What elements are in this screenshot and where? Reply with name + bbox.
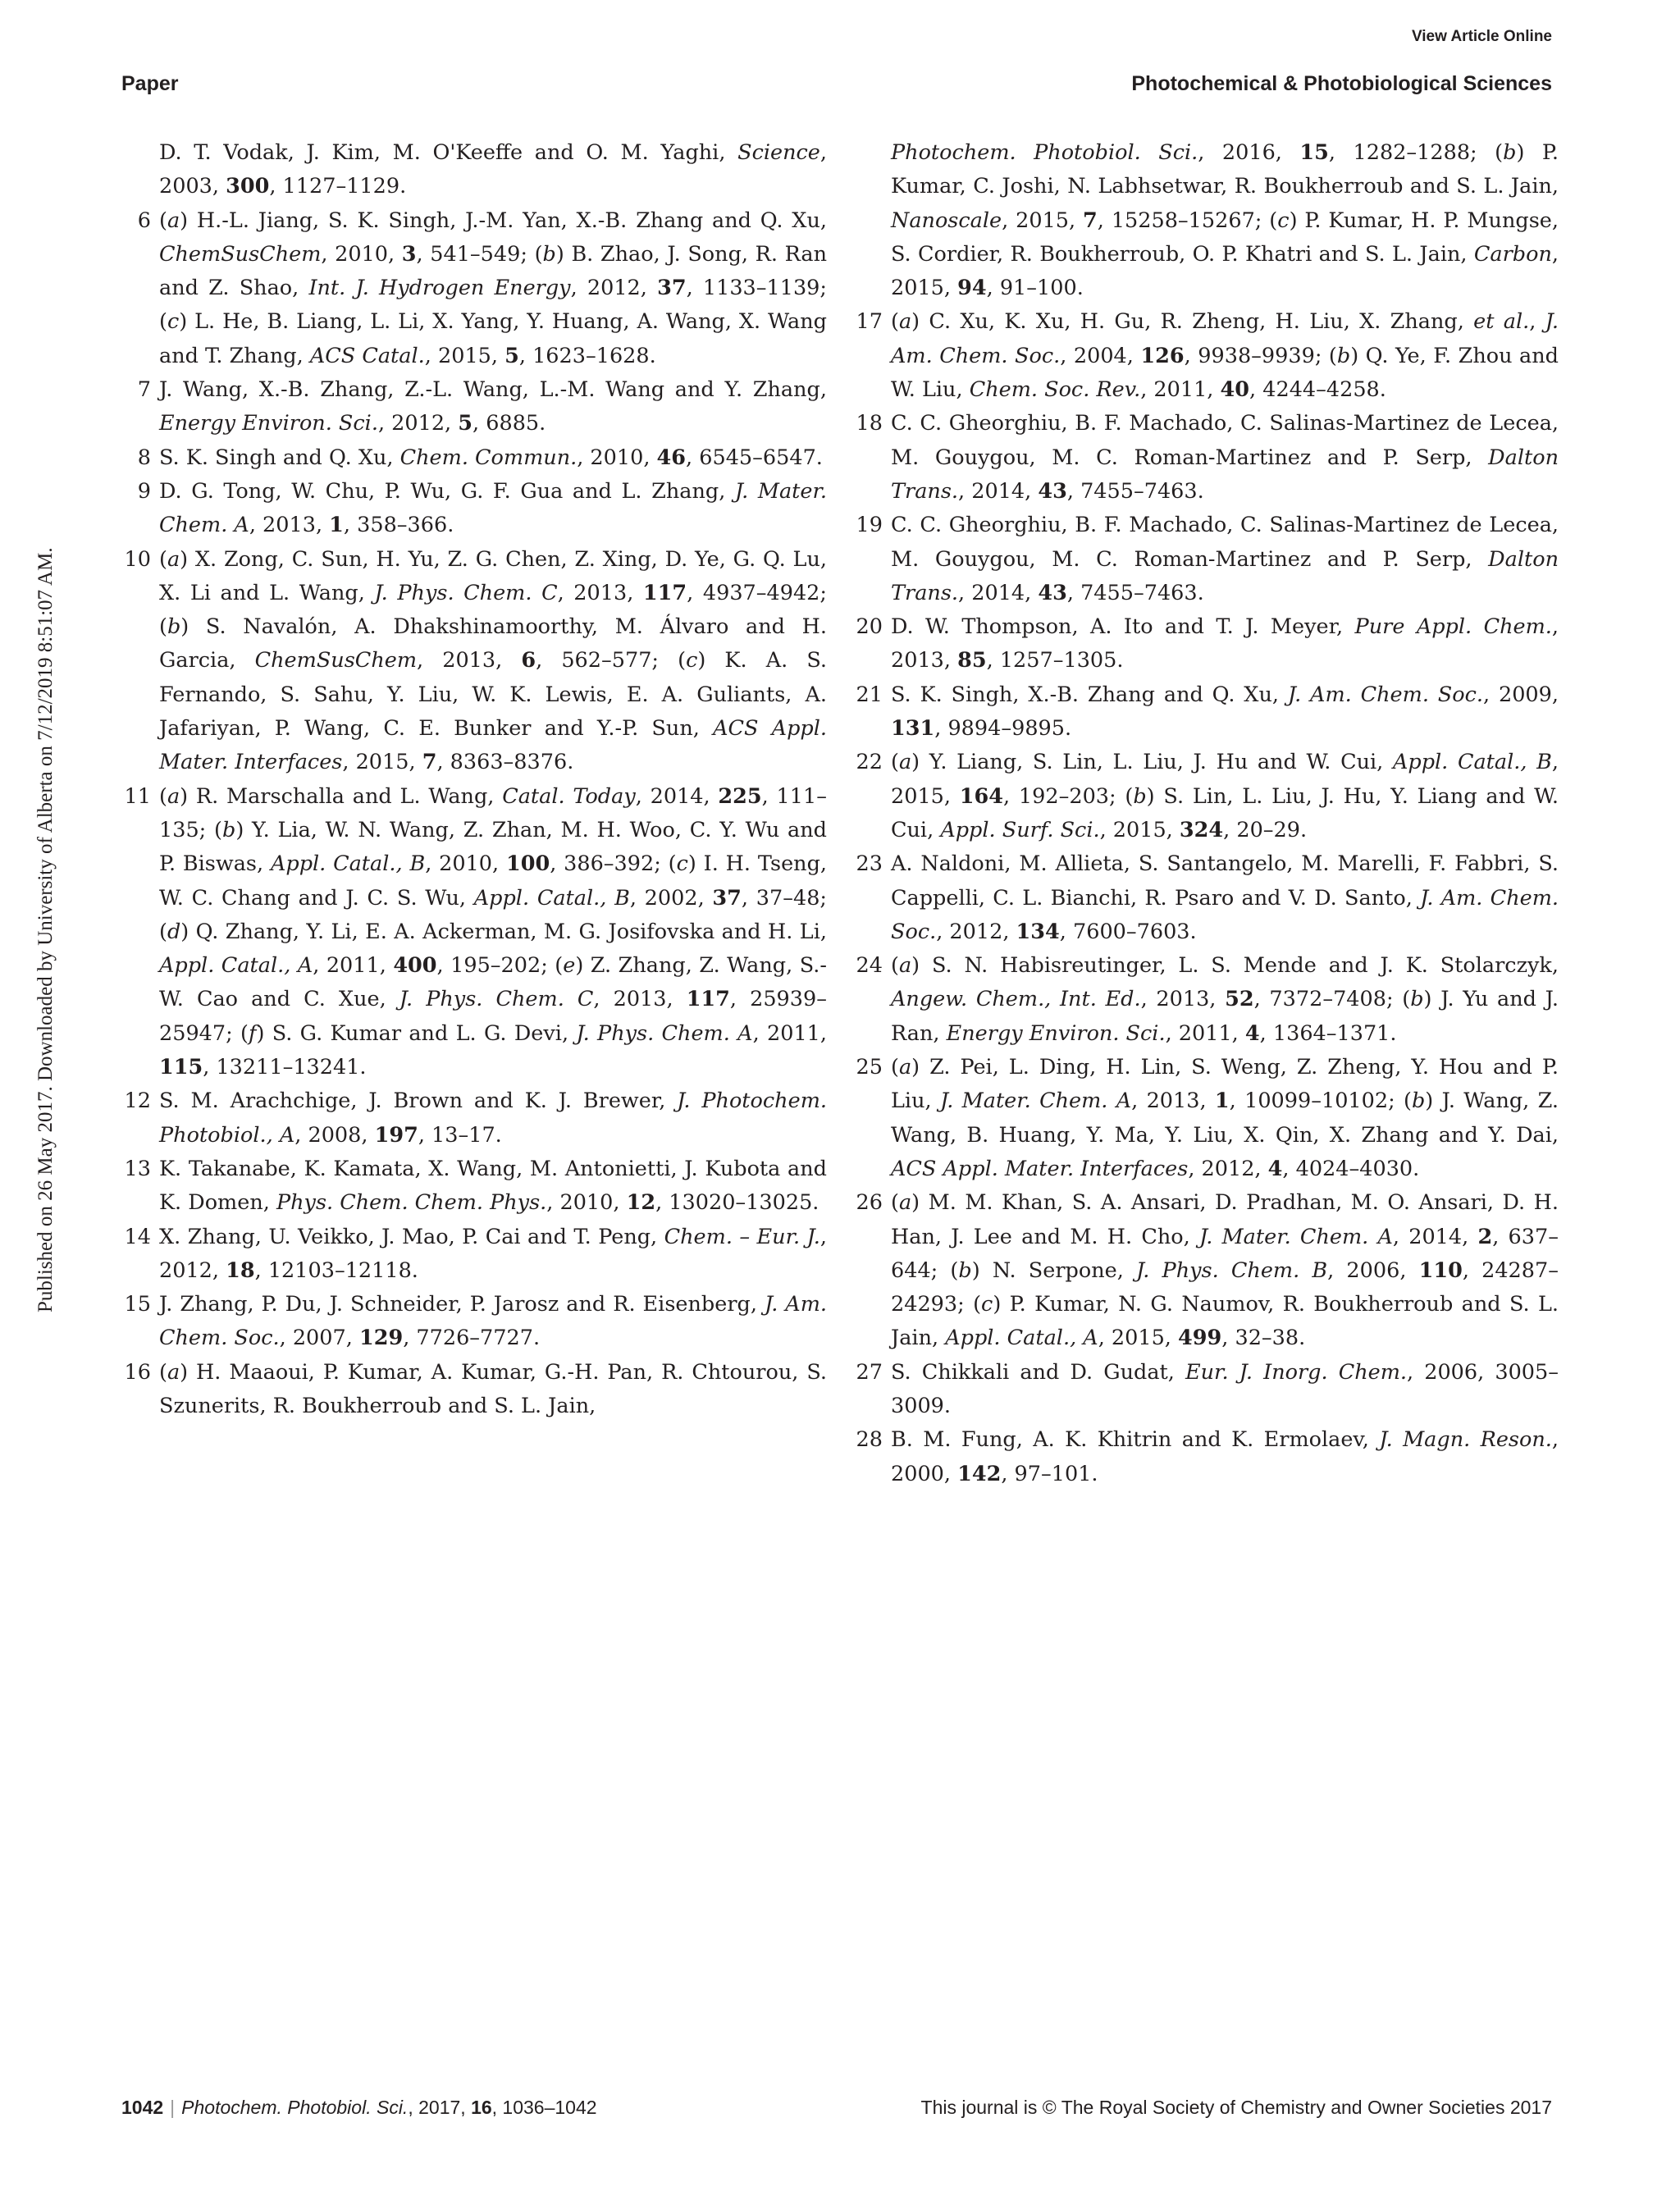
reference-number: 18 bbox=[856, 411, 883, 436]
reference-text: C. C. Gheorghiu, B. F. Machado, C. Salinas-Martinez de Lecea, M. Gouygou, M. C. Roman-Martinez and P. Serp, Dalton Trans., 2014, 43, 7455–7463. bbox=[891, 411, 1559, 504]
reference-text: S. K. Singh, X.-B. Zhang and Q. Xu, J. Am. Chem. Soc., 2009, 131, 9894–9895. bbox=[891, 682, 1559, 742]
reference-text: (a) S. N. Habisreutinger, L. S. Mende and J. K. Stolarczyk, Angew. Chem., Int. Ed., 2013, 52, 7372–7408; (b) J. Yu and J. Ran, Energy Environ. Sci., 2011, 4, 1364–1371. bbox=[891, 953, 1559, 1046]
reference-text: (a) Y. Liang, S. Lin, L. Liu, J. Hu and W. Cui, Appl. Catal., B, 2015, 164, 192–203; (b) S. Lin, L. Liu, J. Hu, Y. Liang and W. Cui, Appl. Surf. Sci., 2015, 324, 20–29. bbox=[891, 750, 1559, 842]
reference-text: S. M. Arachchige, J. Brown and K. J. Brewer, J. Photochem. Photobiol., A, 2008, 197, 13–17. bbox=[159, 1089, 827, 1148]
reference-number: 27 bbox=[856, 1359, 883, 1385]
reference-number: 24 bbox=[856, 953, 883, 979]
reference-entry bbox=[853, 1423, 1559, 1491]
reference-number: 14 bbox=[124, 1224, 151, 1249]
references-right-column bbox=[853, 136, 1559, 1491]
publication-side-note: Published on 26 May 2017. Downloaded by University of Alberta on 7/12/2019 8:51:07 AM. bbox=[34, 547, 57, 1312]
page-number: 1042 bbox=[121, 2097, 164, 2118]
reference-entry bbox=[853, 949, 1559, 1051]
reference-number: 16 bbox=[124, 1359, 151, 1385]
reference-entry bbox=[121, 1152, 827, 1221]
reference-entry bbox=[853, 407, 1559, 509]
reference-text: X. Zhang, U. Veikko, J. Mao, P. Cai and T. Peng, Chem. – Eur. J., 2012, 18, 12103–12118. bbox=[159, 1224, 827, 1283]
reference-text: S. Chikkali and D. Gudat, Eur. J. Inorg. Chem., 2006, 3005–3009. bbox=[891, 1359, 1559, 1418]
reference-text: B. M. Fung, A. K. Khitrin and K. Ermolaev, J. Magn. Reson., 2000, 142, 97–101. bbox=[891, 1427, 1559, 1486]
reference-entry bbox=[853, 136, 1559, 305]
reference-text: C. C. Gheorghiu, B. F. Machado, C. Salinas-Martinez de Lecea, M. Gouygou, M. C. Roman-Martinez and P. Serp, Dalton Trans., 2014, 43, 7455–7463. bbox=[891, 513, 1559, 605]
reference-number: 9 bbox=[137, 478, 151, 504]
footer-citation bbox=[121, 2097, 597, 2119]
footer-separator: | bbox=[170, 2097, 176, 2118]
reference-text: D. T. Vodak, J. Kim, M. O'Keeffe and O. M. Yaghi, Science, 2003, 300, 1127–1129. bbox=[159, 140, 827, 199]
reference-text: D. G. Tong, W. Chu, P. Wu, G. F. Gua and L. Zhang, J. Mater. Chem. A, 2013, 1, 358–366. bbox=[159, 478, 827, 538]
reference-text: (a) C. Xu, K. Xu, H. Gu, R. Zheng, H. Liu, X. Zhang, et al., J. Am. Chem. Soc., 2004, 126, 9938–9939; (b) Q. Ye, F. Zhou and W. Liu, Chem. Soc. Rev., 2011, 40, 4244–4258. bbox=[891, 309, 1559, 403]
reference-entry bbox=[853, 1356, 1559, 1424]
reference-number: 25 bbox=[856, 1055, 883, 1080]
reference-number: 15 bbox=[124, 1292, 151, 1317]
reference-entry bbox=[853, 305, 1559, 407]
reference-entry bbox=[121, 543, 827, 780]
references-left-column bbox=[121, 136, 827, 1423]
reference-entry bbox=[121, 136, 827, 204]
reference-number: 7 bbox=[137, 377, 151, 403]
reference-text: D. W. Thompson, A. Ito and T. J. Meyer, Pure Appl. Chem., 2013, 85, 1257–1305. bbox=[891, 614, 1559, 673]
reference-entry bbox=[121, 1084, 827, 1152]
reference-text: (a) M. M. Khan, S. A. Ansari, D. Pradhan, M. O. Ansari, D. H. Han, J. Lee and M. H. Cho, J. Mater. Chem. A, 2014, 2, 637–644; (b) N. Serpone, J. Phys. Chem. B, 2006, 110, 24287–24293; (c) P. Kumar, N. G. Naumov, R. Boukherroub and S. L. Jain, Appl. Catal., A, 2015, 499, 32–38. bbox=[891, 1190, 1559, 1351]
reference-number: 26 bbox=[856, 1190, 883, 1216]
reference-entry bbox=[121, 1288, 827, 1356]
reference-number: 22 bbox=[856, 750, 883, 775]
reference-entry bbox=[121, 1221, 827, 1289]
reference-entry bbox=[853, 847, 1559, 949]
reference-text: J. Wang, X.-B. Zhang, Z.-L. Wang, L.-M. Wang and Y. Zhang, Energy Environ. Sci., 2012, 5, 6885. bbox=[159, 377, 827, 436]
view-article-online-link[interactable]: View Article Online bbox=[1411, 28, 1552, 45]
section-label: Paper bbox=[121, 72, 179, 95]
reference-entry bbox=[853, 1051, 1559, 1186]
reference-number: 13 bbox=[124, 1156, 151, 1181]
reference-number: 11 bbox=[124, 783, 151, 809]
footer-journal-abbrev: Photochem. Photobiol. Sci. bbox=[181, 2097, 409, 2118]
reference-text: (a) X. Zong, C. Sun, H. Yu, Z. G. Chen, Z. Xing, D. Ye, G. Q. Lu, X. Li and L. Wang, J. Phys. Chem. C, 2013, 117, 4937–4942; (b) S. Navalón, A. Dhakshinamoorthy, M. Álvaro and H. Garcia, ChemSusChem, 2013, 6, 562–577; (c) K. A. S. Fernando, S. Sahu, Y. Liu, W. K. Lewis, E. A. Guliants, A. Jafariyan, P. Wang, C. E. Bunker and Y.-P. Sun, ACS Appl. Mater. Interfaces, 2015, 7, 8363–8376. bbox=[159, 546, 828, 775]
reference-text: (a) H. Maaoui, P. Kumar, A. Kumar, G.-H. Pan, R. Chtourou, S. Szunerits, R. Boukherroub and S. L. Jain, bbox=[159, 1359, 827, 1418]
reference-text: A. Naldoni, M. Allieta, S. Santangelo, M. Marelli, F. Fabbri, S. Cappelli, C. L. Bianchi, R. Psaro and V. D. Santo, J. Am. Chem. Soc., 2012, 134, 7600–7603. bbox=[891, 851, 1559, 944]
reference-entry bbox=[121, 475, 827, 543]
reference-entry bbox=[121, 441, 827, 475]
reference-number: 17 bbox=[856, 309, 883, 335]
reference-number: 10 bbox=[124, 546, 151, 572]
reference-number: 28 bbox=[856, 1427, 883, 1453]
journal-name: Photochemical & Photobiological Sciences bbox=[1131, 72, 1552, 95]
reference-entry bbox=[121, 1356, 827, 1424]
reference-text: K. Takanabe, K. Kamata, X. Wang, M. Antonietti, J. Kubota and K. Domen, Phys. Chem. Chem. Phys., 2010, 12, 13020–13025. bbox=[159, 1156, 827, 1216]
footer-year: , 2017, bbox=[408, 2097, 472, 2118]
reference-number: 12 bbox=[124, 1089, 151, 1114]
footer-copyright: This journal is © The Royal Society of Chemistry and Owner Societies 2017 bbox=[920, 2097, 1552, 2118]
reference-number: 6 bbox=[137, 208, 151, 233]
reference-number: 19 bbox=[856, 513, 883, 538]
footer-pages: , 1036–1042 bbox=[491, 2097, 597, 2118]
reference-entry bbox=[121, 204, 827, 373]
reference-entry bbox=[853, 746, 1559, 847]
reference-text: J. Zhang, P. Du, J. Schneider, P. Jarosz and R. Eisenberg, J. Am. Chem. Soc., 2007, 129, 7726–7727. bbox=[159, 1292, 828, 1351]
reference-entry bbox=[853, 678, 1559, 746]
reference-number: 23 bbox=[856, 851, 883, 877]
reference-text: (a) Z. Pei, L. Ding, H. Lin, S. Weng, Z. Zheng, Y. Hou and P. Liu, J. Mater. Chem. A, 2013, 1, 10099–10102; (b) J. Wang, Z. Wang, B. Huang, Y. Ma, Y. Liu, X. Qin, X. Zhang and Y. Dai, ACS Appl. Mater. Interfaces, 2012, 4, 4024–4030. bbox=[891, 1055, 1559, 1181]
reference-number: 21 bbox=[856, 682, 883, 707]
reference-entry bbox=[121, 373, 827, 441]
reference-text: (a) R. Marschalla and L. Wang, Catal. Today, 2014, 225, 111–135; (b) Y. Lia, W. N. Wang, Z. Zhan, M. H. Woo, C. Y. Wu and P. Biswas, Appl. Catal., B, 2010, 100, 386–392; (c) I. H. Tseng, W. C. Chang and J. C. S. Wu, Appl. Catal., B, 2002, 37, 37–48; (d) Q. Zhang, Y. Li, E. A. Ackerman, M. G. Josifovska and H. Li, Appl. Catal., A, 2011, 400, 195–202; (e) Z. Zhang, Z. Wang, S.-W. Cao and C. Xue, J. Phys. Chem. C, 2013, 117, 25939–25947; (f) S. G. Kumar and L. G. Devi, J. Phys. Chem. A, 2011, 115, 13211–13241. bbox=[159, 783, 828, 1080]
reference-entry bbox=[853, 610, 1559, 678]
reference-number: 20 bbox=[856, 614, 883, 640]
reference-entry bbox=[121, 780, 827, 1085]
footer-volume: 16 bbox=[471, 2097, 492, 2118]
reference-text: (a) H.-L. Jiang, S. K. Singh, J.-M. Yan, X.-B. Zhang and Q. Xu, ChemSusChem, 2010, 3, 541–549; (b) B. Zhao, J. Song, R. Ran and Z. Shao, Int. J. Hydrogen Energy, 2012, 37, 1133–1139; (c) L. He, B. Liang, L. Li, X. Yang, Y. Huang, A. Wang, X. Wang and T. Zhang, ACS Catal., 2015, 5, 1623–1628. bbox=[159, 208, 827, 368]
reference-text: Photochem. Photobiol. Sci., 2016, 15, 1282–1288; (b) P. Kumar, C. Joshi, N. Labhsetwar, R. Boukherroub and S. L. Jain, Nanoscale, 2015, 7, 15258–15267; (c) P. Kumar, H. P. Mungse, S. Cordier, R. Boukherroub, O. P. Khatri and S. L. Jain, Carbon, 2015, 94, 91–100. bbox=[891, 140, 1559, 301]
reference-text: S. K. Singh and Q. Xu, Chem. Commun., 2010, 46, 6545–6547. bbox=[159, 445, 823, 470]
reference-entry bbox=[853, 509, 1559, 610]
reference-entry bbox=[853, 1186, 1559, 1355]
reference-number: 8 bbox=[137, 445, 151, 470]
